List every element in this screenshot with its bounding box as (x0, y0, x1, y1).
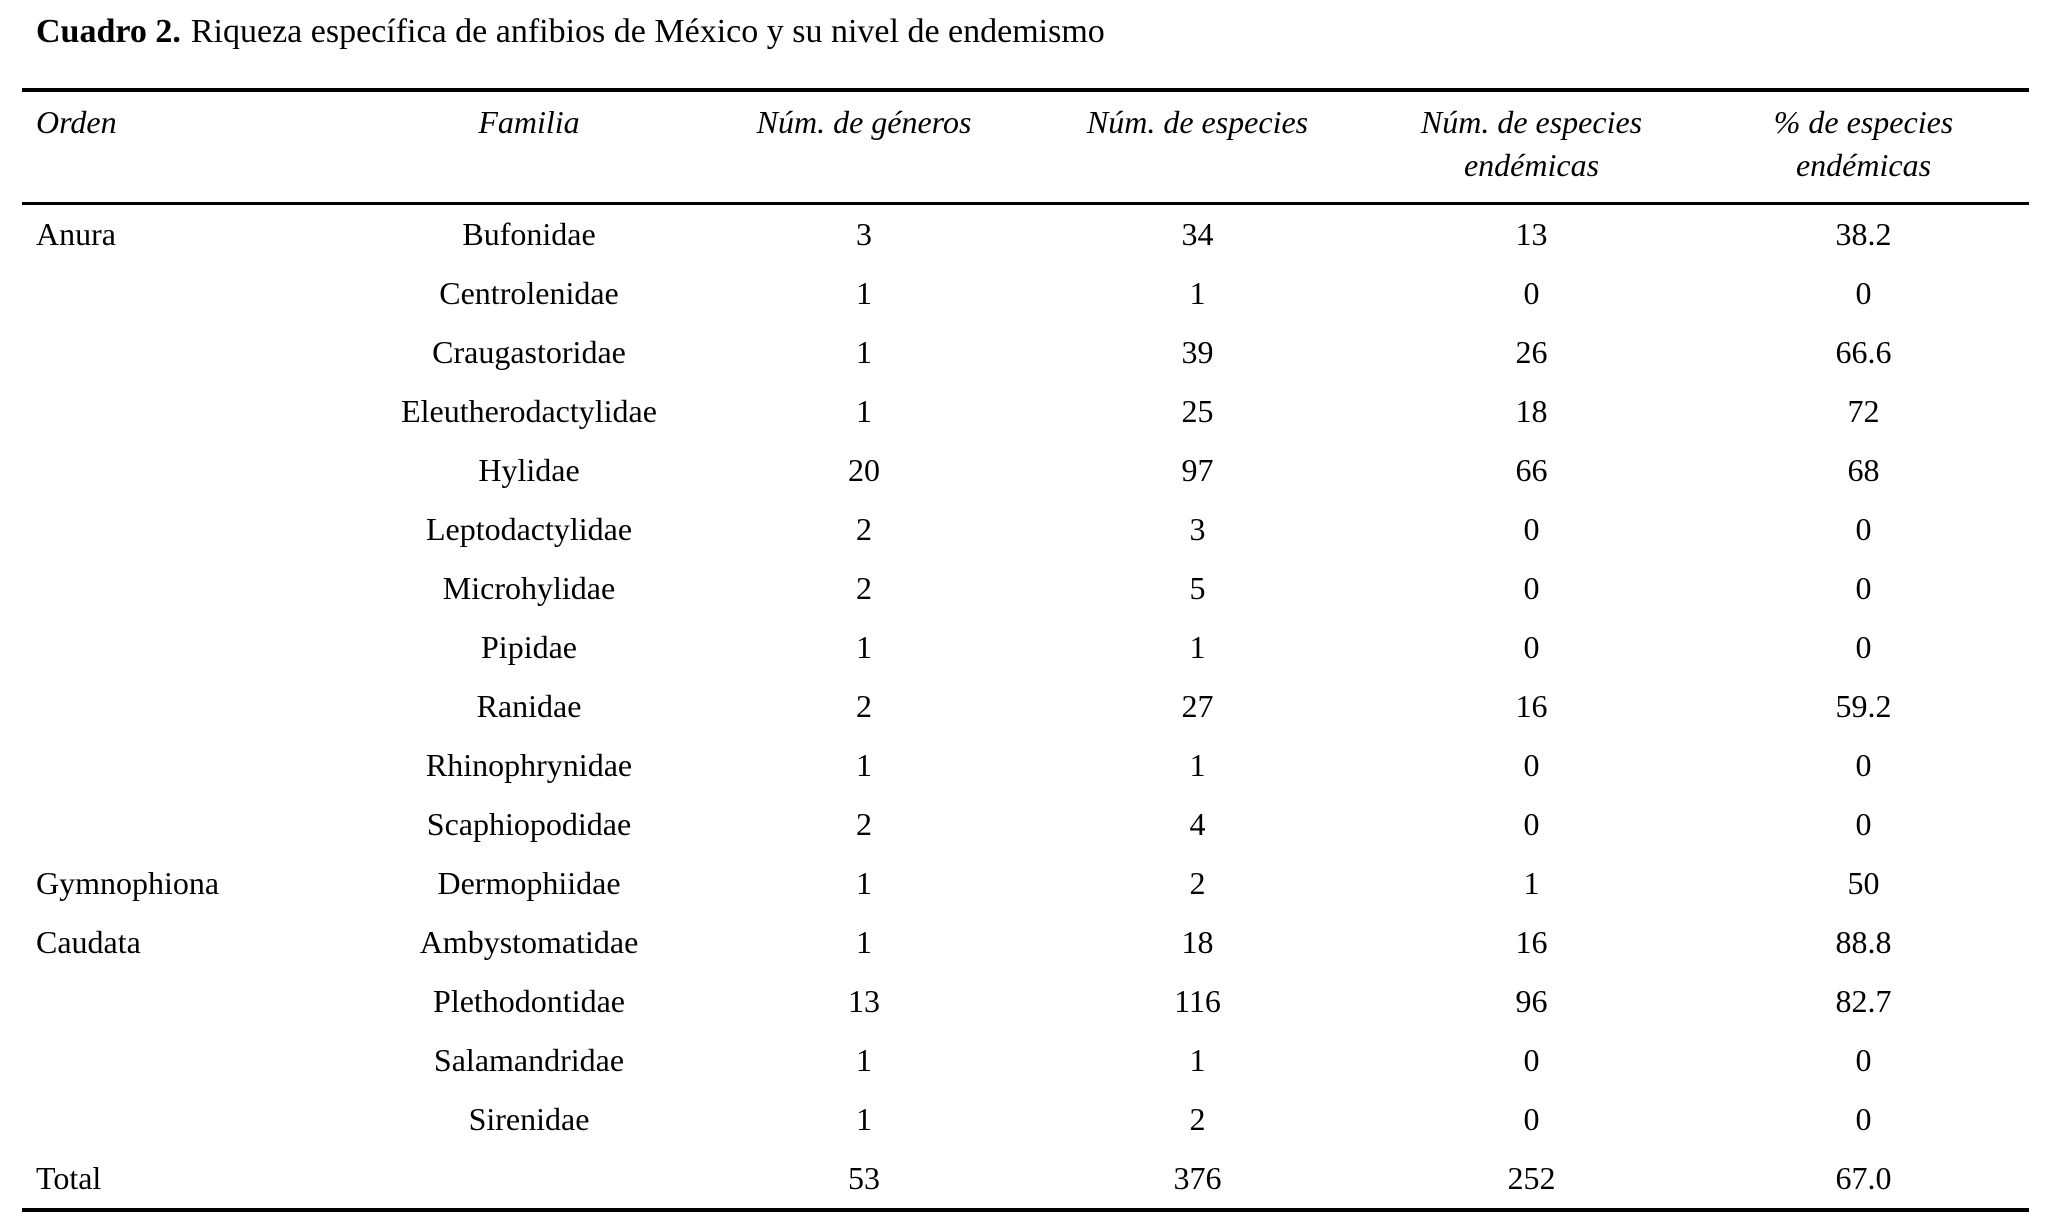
cell-generos: 2 (856, 806, 872, 842)
cell-familia: Pipidae (481, 629, 577, 665)
header-num-generos (698, 90, 1030, 204)
cell-familia: Sirenidae (468, 1101, 590, 1137)
cell-pct: 0 (1855, 1042, 1872, 1078)
cell-generos: 1 (856, 275, 872, 311)
table-row (22, 441, 2029, 500)
table-row (22, 972, 2029, 1031)
cell-endemicas: 0 (1523, 806, 1540, 842)
cell-pct: 68 (1847, 452, 1880, 488)
cell-generos: 1 (856, 747, 872, 783)
cell-endemicas: 16 (1515, 688, 1548, 724)
cell-familia: Hylidae (478, 452, 580, 488)
cell-orden: Caudata (36, 924, 141, 960)
cell-pct: 50 (1847, 865, 1880, 901)
cell-endemicas: 0 (1523, 511, 1540, 547)
table-row (22, 559, 2029, 618)
cell-familia: Rhinophrynidae (425, 747, 633, 783)
cell-familia: Craugastoridae (432, 334, 626, 370)
cell-especies: 97 (1181, 452, 1214, 488)
cell-orden (22, 323, 360, 382)
table-row (22, 1031, 2029, 1090)
cell-especies: 34 (1181, 216, 1214, 252)
table-row (22, 795, 2029, 854)
cell-pct: 0 (1855, 570, 1872, 606)
cell-familia: Centrolenidae (439, 275, 619, 311)
cell-endemicas: 0 (1523, 747, 1540, 783)
cell-especies: 1 (1189, 747, 1206, 783)
cell-orden (22, 972, 360, 1031)
table-row (22, 500, 2029, 559)
cell-especies: 25 (1181, 393, 1214, 429)
cell-especies: 1 (1189, 1042, 1206, 1078)
table-row (22, 913, 2029, 972)
total-familia (360, 1149, 698, 1210)
cell-orden (22, 382, 360, 441)
cell-familia: Scaphiopodidae (426, 806, 632, 842)
cell-generos: 1 (856, 334, 872, 370)
header-num-generos-line1: Núm. de géneros (756, 104, 972, 140)
table-row (22, 677, 2029, 736)
cell-generos: 13 (848, 983, 880, 1019)
cell-orden (22, 264, 360, 323)
cell-endemicas: 0 (1523, 1101, 1540, 1137)
cell-generos: 1 (856, 629, 872, 665)
cell-familia: Leptodactylidae (425, 511, 633, 547)
cell-endemicas: 0 (1523, 629, 1540, 665)
cell-orden (22, 736, 360, 795)
cell-especies: 1 (1189, 629, 1206, 665)
header-orden (22, 90, 360, 204)
cell-especies: 116 (1174, 983, 1221, 1019)
cell-familia: Salamandridae (433, 1042, 625, 1078)
table-header (22, 90, 2029, 204)
cell-familia: Eleutherodactylidae (401, 393, 657, 429)
table-row (22, 323, 2029, 382)
cell-pct: 0 (1855, 747, 1872, 783)
total-generos: 53 (848, 1160, 880, 1196)
cell-pct: 72 (1847, 393, 1880, 429)
cell-orden (22, 1031, 360, 1090)
cell-orden: Gymnophiona (36, 865, 220, 901)
cell-pct: 38.2 (1835, 216, 1892, 252)
cell-especies: 1 (1189, 275, 1206, 311)
table-row (22, 1090, 2029, 1149)
table-row (22, 382, 2029, 441)
header-orden-line1: Orden (36, 104, 117, 140)
cell-generos: 1 (856, 924, 872, 960)
cell-especies: 3 (1189, 511, 1206, 547)
cell-familia: Microhylidae (442, 570, 616, 606)
cell-generos: 1 (856, 393, 872, 429)
cell-orden (22, 500, 360, 559)
cell-especies: 2 (1189, 1101, 1206, 1137)
table-row (22, 204, 2029, 265)
table-caption-text: Riqueza específica de anfibios de México y su nivel de endemismo (190, 13, 1105, 50)
cell-generos: 1 (856, 1101, 872, 1137)
cell-familia: Ranidae (476, 688, 582, 724)
cell-familia: Plethodontidae (433, 983, 625, 1019)
cell-orden (22, 677, 360, 736)
table-row (22, 618, 2029, 677)
cell-endemicas: 0 (1523, 1042, 1540, 1078)
total-pct: 67.0 (1835, 1160, 1892, 1196)
cell-especies: 39 (1181, 334, 1214, 370)
cell-pct: 66.6 (1835, 334, 1892, 370)
cell-especies: 27 (1181, 688, 1214, 724)
cell-endemicas: 66 (1515, 452, 1548, 488)
table-caption-label: Cuadro 2. (36, 13, 181, 50)
total-especies: 376 (1173, 1160, 1222, 1196)
header-pct-especies-endemicas (1698, 90, 2029, 204)
cell-orden (22, 795, 360, 854)
total-label: Total (36, 1160, 102, 1196)
cell-familia: Dermophiidae (437, 865, 621, 901)
cell-pct: 0 (1855, 1101, 1872, 1137)
total-endemicas: 252 (1507, 1160, 1556, 1196)
cell-pct: 0 (1855, 629, 1872, 665)
header-num-especies-endemicas-line1: Núm. de especies (1420, 104, 1643, 140)
cell-endemicas: 16 (1515, 924, 1548, 960)
cell-pct: 0 (1855, 275, 1872, 311)
cell-endemicas: 0 (1523, 275, 1540, 311)
cell-especies: 4 (1189, 806, 1206, 842)
header-familia-line1: Familia (478, 104, 580, 140)
header-num-especies-endemicas (1365, 90, 1698, 204)
cell-familia: Ambystomatidae (419, 924, 639, 960)
header-pct-especies-endemicas-line2: endémicas (1795, 147, 1932, 183)
cell-endemicas: 1 (1523, 865, 1540, 901)
table-row (22, 854, 2029, 913)
cell-generos: 2 (856, 511, 872, 547)
cell-endemicas: 96 (1515, 983, 1548, 1019)
cell-generos: 20 (848, 452, 880, 488)
cell-pct: 82.7 (1835, 983, 1892, 1019)
species-richness-table (22, 88, 2029, 1212)
cell-orden (22, 441, 360, 500)
cell-pct: 0 (1855, 806, 1872, 842)
cell-pct: 59.2 (1835, 688, 1892, 724)
cell-generos: 3 (856, 216, 872, 252)
cell-orden (22, 559, 360, 618)
cell-pct: 0 (1855, 511, 1872, 547)
header-num-especies-endemicas-line2: endémicas (1463, 147, 1600, 183)
cell-especies: 2 (1189, 865, 1206, 901)
cell-orden (22, 618, 360, 677)
cell-endemicas: 18 (1515, 393, 1548, 429)
cell-generos: 2 (856, 570, 872, 606)
cell-endemicas: 13 (1515, 216, 1548, 252)
header-num-especies (1030, 90, 1365, 204)
header-pct-especies-endemicas-line1: % de especies (1773, 104, 1954, 140)
cell-generos: 1 (856, 1042, 872, 1078)
total-row (22, 1149, 2029, 1210)
cell-orden: Anura (36, 216, 116, 252)
header-row (22, 90, 2029, 204)
cell-especies: 5 (1189, 570, 1206, 606)
table-row (22, 736, 2029, 795)
table-body (22, 204, 2029, 1211)
cell-endemicas: 0 (1523, 570, 1540, 606)
table-row (22, 264, 2029, 323)
table-caption (36, 12, 1105, 53)
header-num-especies-line1: Núm. de especies (1086, 104, 1309, 140)
cell-orden (22, 1090, 360, 1149)
cell-especies: 18 (1181, 924, 1214, 960)
cell-generos: 2 (856, 688, 872, 724)
cell-endemicas: 26 (1515, 334, 1548, 370)
cell-generos: 1 (856, 865, 872, 901)
cell-familia: Bufonidae (462, 216, 596, 252)
header-familia (360, 90, 698, 204)
cell-pct: 88.8 (1835, 924, 1892, 960)
